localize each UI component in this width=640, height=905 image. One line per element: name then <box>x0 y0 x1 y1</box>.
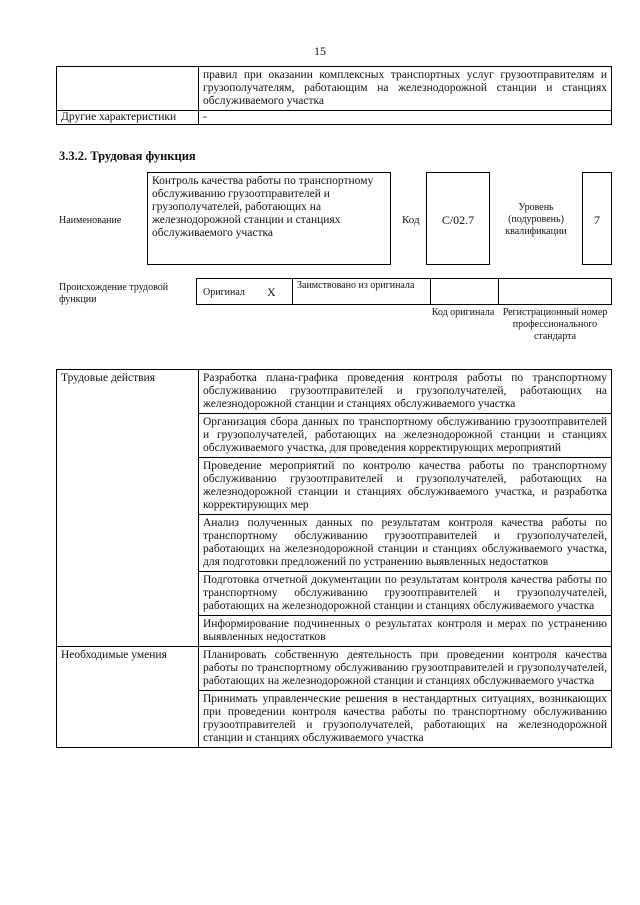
borrowed-label: Заимствовано из оригинала <box>297 280 415 291</box>
table-row <box>57 111 612 125</box>
action-item: Информирование подчиненных о результатах контроля и мерах по устранению выявленных недостатков <box>199 616 612 647</box>
level-value: 7 <box>582 172 612 265</box>
function-name: Контроль качества работы по транспортному обслуживанию грузоотправителей и грузополучателей, работающих на железнодорожной станции и станциях обслуживаемого участка <box>147 172 391 265</box>
reg-number-caption: Регистрационный номер профессионального стандарта <box>502 307 608 342</box>
action-item: Анализ полученных данных по результатам контроля качества работы по транспортному обслуживанию грузоотправителей и грузополучателей, работающих на железнодорожной станции и станциях обслуживаемого участка, для подготовки предложений по устранению выявленных недостатков <box>199 515 612 572</box>
origin-label: Происхождение трудовой функции <box>59 282 169 305</box>
other-characteristics-value: - <box>199 111 612 125</box>
action-item: Разработка плана-графика проведения контроля работы по транспортному обслуживанию грузоотправителей и грузополучателей, работающих на железнодорожной станции и станциях обслуживаемого участка <box>199 370 612 414</box>
divider <box>430 279 431 304</box>
name-label: Наименование <box>59 215 122 226</box>
details-table <box>56 369 612 748</box>
skill-item: Принимать управленческие решения в нестандартных ситуациях, возникающих при проведении контроля качества работы по транспортному обслуживанию грузоотправителей и грузополучателей, работающих на железнодорожной станции и станциях обслуживаемого участка <box>199 691 612 748</box>
level-label: Уровень (подуровень) квалификации <box>505 202 567 237</box>
table-row <box>57 647 612 691</box>
code-original-caption: Код оригинала <box>431 307 495 318</box>
skills-label: Необходимые умения <box>57 647 199 748</box>
action-item: Подготовка отчетной документации по результатам контроля качества работы по транспортному обслуживанию грузоотправителей и грузополучателей, работающих на железнодорожной станции и станциях обслуживаемого участка <box>199 572 612 616</box>
actions-label: Трудовые действия <box>57 370 199 647</box>
origin-row <box>196 278 612 305</box>
table-row <box>57 370 612 414</box>
table-row <box>57 67 612 111</box>
section-title: 3.3.2. Трудовая функция <box>59 149 196 163</box>
top-table <box>56 66 612 125</box>
divider <box>498 279 499 304</box>
original-mark: X <box>267 285 276 299</box>
code-label: Код <box>402 214 420 226</box>
action-item: Организация сбора данных по транспортному обслуживанию грузоотправителей и грузополучателей, работающих на железнодорожной станции и станциях обслуживаемого участка, для проведения корректирующих мероприятий <box>199 414 612 458</box>
continuation-text: правил при оказании комплексных транспортных услуг грузоотправителям и грузополучателям, работающим на железнодорожной станции и станциях обслуживаемого участка <box>199 67 612 111</box>
page-number: 15 <box>314 44 326 58</box>
original-label: Оригинал <box>203 287 245 298</box>
action-item: Проведение мероприятий по контролю качества работы по транспортному обслуживанию грузоотправителей и грузополучателей, работающих на железнодорожной станции и станциях обслуживаемого участка, и разработка корректирующих мер <box>199 458 612 515</box>
skill-item: Планировать собственную деятельность при проведении контроля качества работы по транспортному обслуживанию грузоотправителей и грузополучателей, работающих на железнодорожной станции и станциях обслуживаемого участка <box>199 647 612 691</box>
empty-cell <box>57 67 199 111</box>
divider <box>292 279 293 304</box>
other-characteristics-label: Другие характеристики <box>57 111 199 125</box>
code-value: С/02.7 <box>426 172 490 265</box>
